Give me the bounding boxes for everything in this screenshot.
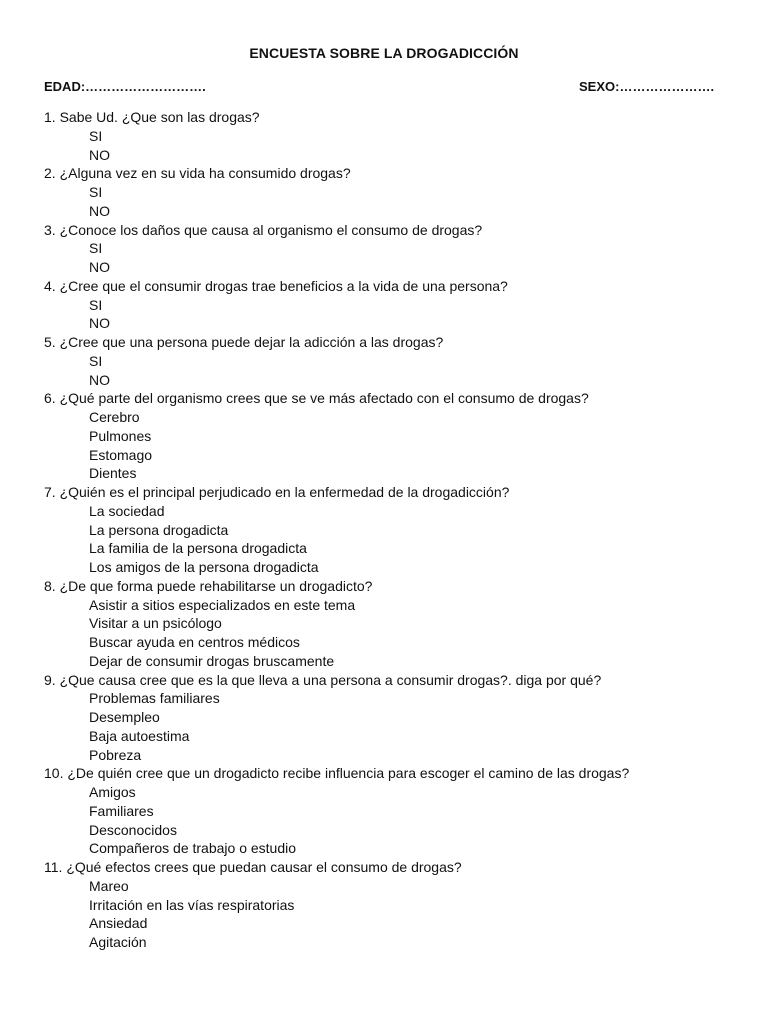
answer-option: Problemas familiares [89,690,220,707]
question-list [44,108,744,952]
edad-field: EDAD:………………………. [44,79,206,94]
question-text: 7. ¿Quién es el principal perjudicado en la enfermedad de la drogadicción? [44,484,510,500]
answer-options [44,502,744,577]
answer-options [44,596,744,671]
question-text: 2. ¿Alguna vez en su vida ha consumido drogas? [44,165,351,182]
answer-options [44,239,744,277]
question-item [44,164,744,220]
answer-option: NO [89,315,110,332]
answer-option: Estomago [89,446,153,463]
answer-options [44,689,744,764]
answer-options [44,183,744,221]
question-item [44,858,744,952]
question-item [44,671,744,765]
answer-option: Asistir a sitios especializados en este tema [89,596,356,613]
answer-option: Ansiedad [89,915,148,932]
answer-option: Desconocidos [89,821,177,838]
answer-option: SI [89,352,103,369]
answer-option: La sociedad [89,502,165,519]
question-item [44,333,744,389]
answer-option: Cerebro [89,409,140,425]
answer-option: Pobreza [89,746,142,763]
question-text: 8. ¿De que forma puede rehabilitarse un drogadicto? [44,577,373,594]
answer-option: Visitar a un psicólogo [89,615,222,632]
answer-option: Buscar ayuda en centros médicos [89,634,300,650]
sexo-field: SEXO:…………………. [579,79,715,94]
answer-option: La persona drogadicta [89,521,229,538]
question-text: 11. ¿Qué efectos crees que puedan causar el consumo de drogas? [44,859,462,875]
answer-options [44,352,744,390]
answer-option: Desempleo [89,709,160,725]
answer-option: SI [89,240,103,257]
answer-option: Irritación en las vías respiratorias [89,896,295,913]
answer-option: Dientes [89,465,137,482]
question-item [44,108,744,164]
question-item [44,389,744,483]
answer-option: Familiares [89,802,154,819]
question-text: 6. ¿Qué parte del organismo crees que se ve más afectado con el consumo de drogas? [44,390,589,407]
answer-option: Pulmones [89,427,152,444]
answer-option: Baja autoestima [89,727,190,744]
question-item [44,764,744,858]
answer-option: NO [89,371,110,388]
question-item [44,483,744,577]
answer-option: Agitación [89,934,147,950]
question-text: 10. ¿De quién cree que un drogadicto recibe influencia para escoger el camino de las drogas? [44,765,630,782]
question-text: 1. Sabe Ud. ¿Que son las drogas? [44,109,260,125]
question-text: 9. ¿Que causa cree que es la que lleva a una persona a consumir drogas?. diga por qué? [44,671,602,688]
answer-options [44,783,744,858]
answer-option: SI [89,184,103,200]
answer-option: NO [89,146,110,163]
answer-option: Dejar de consumir drogas bruscamente [89,652,335,669]
question-item [44,221,744,277]
question-text: 3. ¿Conoce los daños que causa al organismo el consumo de drogas? [44,221,483,238]
answer-option: SI [89,296,103,313]
answer-options [44,127,744,165]
answer-option: Compañeros de trabajo o estudio [89,840,297,857]
answer-options [44,296,744,334]
answer-option: Los amigos de la persona drogadicta [89,559,319,575]
answer-option: La familia de la persona drogadicta [89,540,307,557]
document-title: ENCUESTA SOBRE LA DROGADICCIÓN [249,45,519,61]
answer-option: NO [89,202,110,219]
question-text: 5. ¿Cree que una persona puede dejar la adicción a las drogas? [44,334,444,350]
question-item [44,277,744,333]
question-item [44,577,744,671]
answer-option: SI [89,127,103,144]
answer-options [44,408,744,483]
answer-option: NO [89,259,110,275]
answer-option: Mareo [89,877,129,894]
question-text: 4. ¿Cree que el consumir drogas trae beneficios a la vida de una persona? [44,277,508,294]
answer-options [44,877,744,952]
answer-option: Amigos [89,784,136,800]
